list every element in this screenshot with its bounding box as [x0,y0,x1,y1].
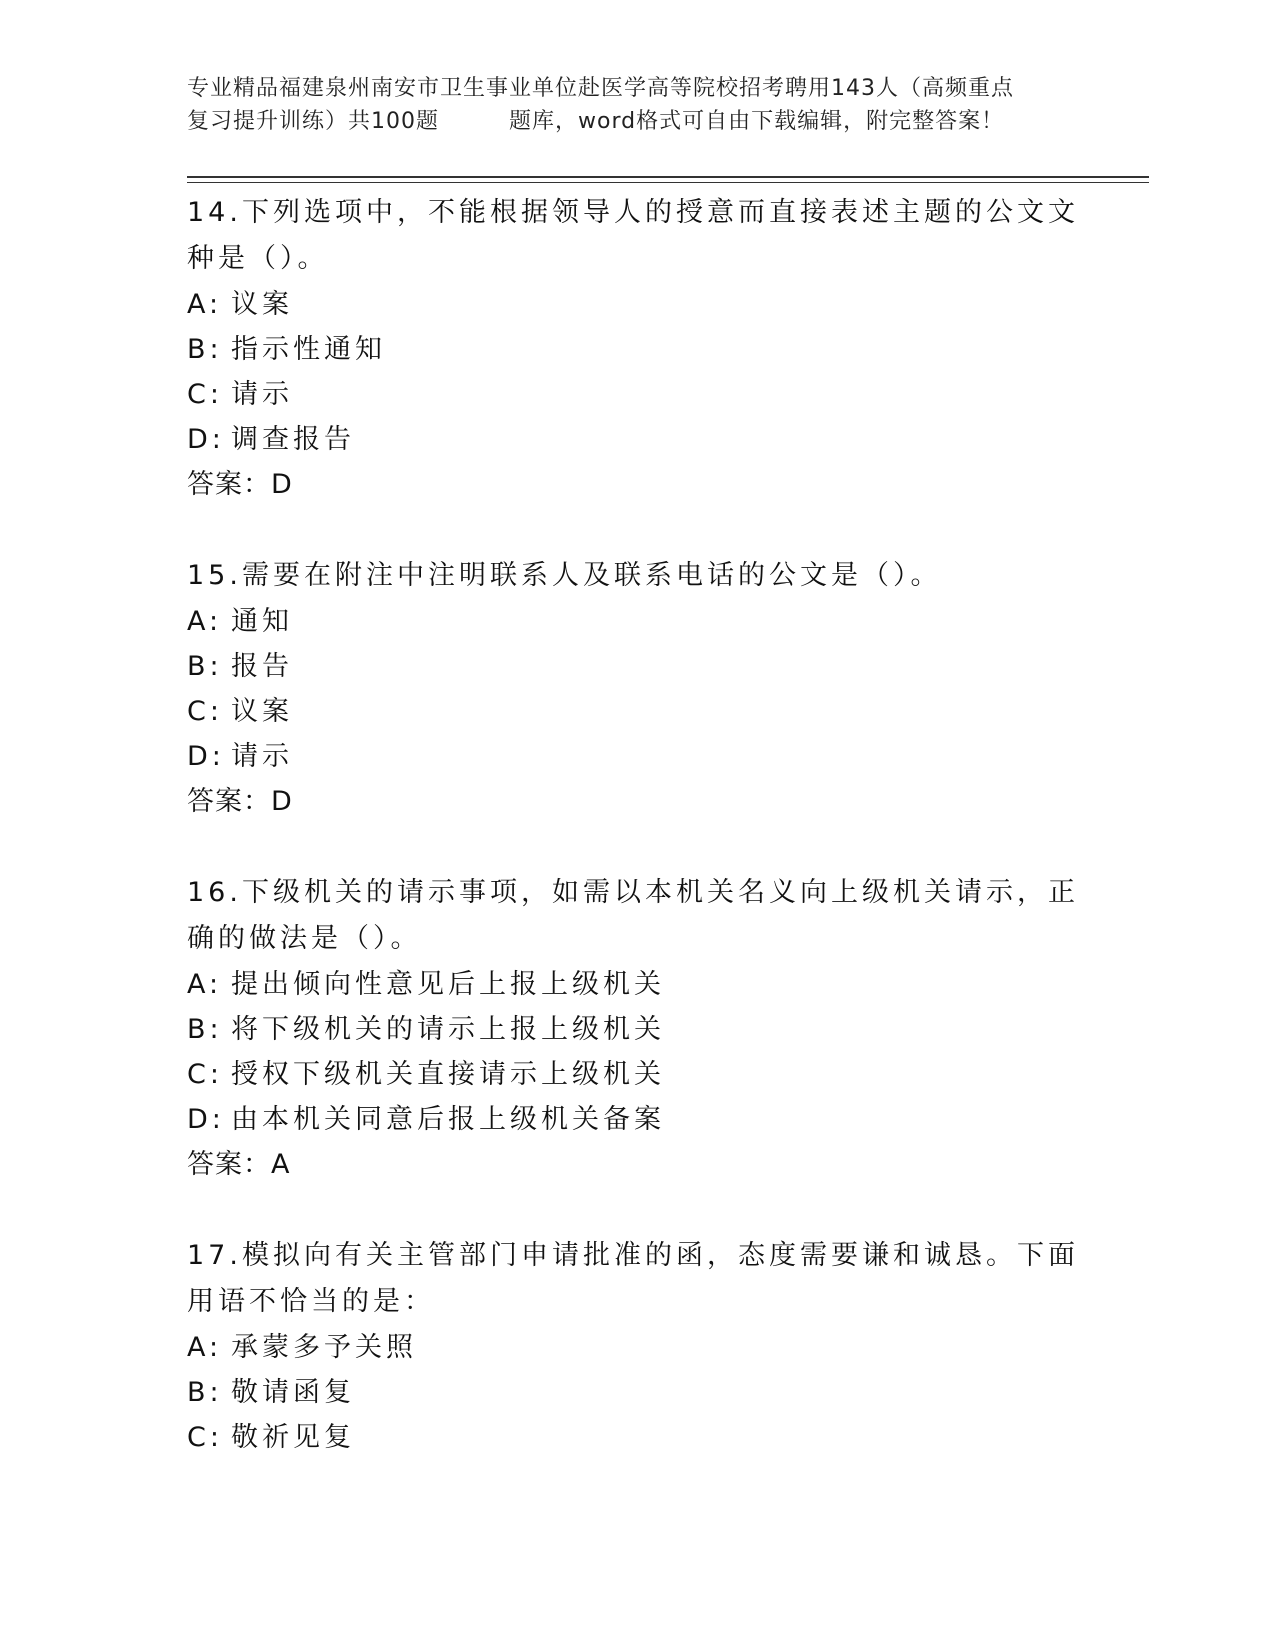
option-text: 报告 [231,651,293,682]
option-letter: D: [187,741,225,772]
option-text: 议案 [231,289,293,320]
option-a [187,1325,1087,1370]
option-letter: A: [187,1332,223,1363]
answer-line: 答案：A [187,1149,291,1180]
option-text: 请示 [231,379,293,410]
option-text: 通知 [231,606,293,637]
option-c [187,372,1087,417]
option-c [187,1415,1087,1460]
header-title-line-1: 专业精品福建泉州南安市卫生事业单位赴医学高等院校招考聘用143人（高频重点 [187,76,1014,101]
option-a [187,282,1087,327]
question-15 [187,553,1087,824]
question-text: 14.下列选项中，不能根据领导人的授意而直接表述主题的公文文种是（）。 [187,197,1079,274]
option-d [187,417,1087,462]
option-text: 敬祈见复 [231,1422,355,1453]
option-b [187,644,1087,689]
answer-line: 答案：D [187,469,293,500]
option-c [187,1052,1087,1097]
header-divider-thin [187,182,1149,183]
question-17 [187,1233,1087,1460]
question-text: 15.需要在附注中注明联系人及联系电话的公文是（）。 [187,560,942,591]
question-list [187,190,1087,1506]
option-letter: C: [187,1422,223,1453]
option-text: 敬请函复 [231,1377,355,1408]
option-letter: D: [187,424,225,455]
option-letter: B: [187,1377,223,1408]
header-divider-thick [187,176,1149,178]
option-letter: A: [187,969,223,1000]
option-text: 请示 [231,741,293,772]
option-b [187,1370,1087,1415]
question-16 [187,870,1087,1187]
option-text: 指示性通知 [231,334,386,365]
header-title-line-2-part-2: 题库，word格式可自由下载编辑，附完整答案！ [509,109,1005,134]
option-b [187,1007,1087,1052]
option-letter: B: [187,334,223,365]
option-letter: C: [187,1059,223,1090]
header-title-line-2 [187,105,1087,138]
option-b [187,327,1087,372]
option-a [187,599,1087,644]
option-text: 将下级机关的请示上报上级机关 [231,1014,665,1045]
option-letter: B: [187,1014,223,1045]
option-text: 提出倾向性意见后上报上级机关 [231,969,665,1000]
header-title-line-2-part-1: 复习提升训练）共100题 [187,109,439,134]
option-a [187,962,1087,1007]
option-text: 授权下级机关直接请示上级机关 [231,1059,665,1090]
option-text: 承蒙多予关照 [231,1332,417,1363]
question-text: 17.模拟向有关主管部门申请批准的函，态度需要谦和诚恳。下面用语不恰当的是： [187,1240,1079,1317]
option-d [187,1097,1087,1142]
option-text: 由本机关同意后报上级机关备案 [231,1104,665,1135]
option-text: 调查报告 [231,424,355,455]
option-letter: A: [187,606,223,637]
option-c [187,689,1087,734]
answer-line: 答案：D [187,786,293,817]
option-text: 议案 [231,696,293,727]
question-14 [187,190,1087,507]
option-letter: B: [187,651,223,682]
option-letter: A: [187,289,223,320]
option-d [187,734,1087,779]
document-header [187,72,1087,138]
question-text: 16.下级机关的请示事项，如需以本机关名义向上级机关请示，正确的做法是（）。 [187,877,1079,954]
option-letter: C: [187,379,223,410]
option-letter: C: [187,696,223,727]
option-letter: D: [187,1104,225,1135]
